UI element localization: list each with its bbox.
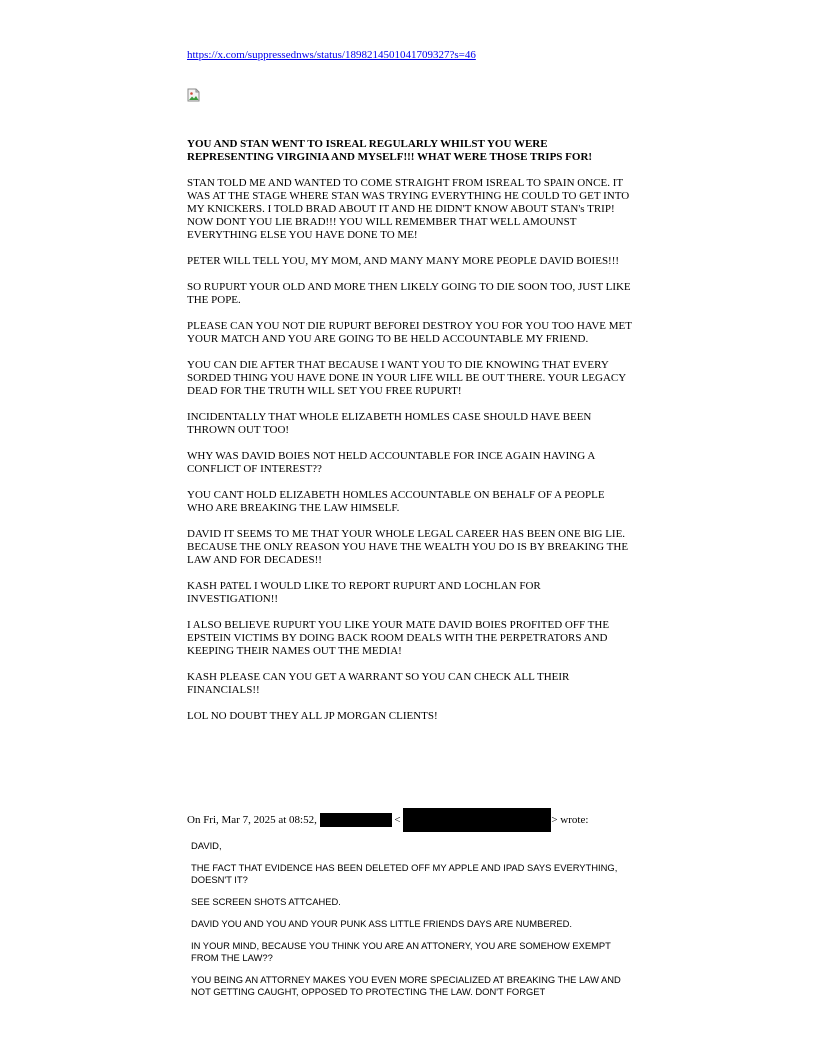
paragraph: PETER WILL TELL YOU, MY MOM, AND MANY MANY MORE PEOPLE DAVID BOIES!!! bbox=[187, 255, 620, 267]
redacted-sender-name bbox=[320, 813, 392, 827]
paragraph: YOU CAN DIE AFTER THAT BECAUSE I WANT YOU TO DIE KNOWING THAT EVERY SORDED THING YOU HAVE DONE IN YOUR LIFE WILL BE OUT THERE. YOUR LEGACY DEAD FOR THE TRUTH WILL SET YOU FREE RUPURT! bbox=[187, 359, 626, 397]
paragraph: PLEASE CAN YOU NOT DIE RUPURT BEFOREI DESTROY YOU FOR YOU TOO HAVE MET YOUR MATCH AND YOU ARE GOING TO BE HELD ACCOUNTABLE MY FRIEND. bbox=[187, 320, 632, 345]
paragraph: INCIDENTALLY THAT WHOLE ELIZABETH HOMLES CASE SHOULD HAVE BEEN THROWN OUT TOO! bbox=[187, 411, 592, 436]
redacted-sender-email bbox=[403, 808, 551, 832]
quoted-paragraph: DAVID, bbox=[191, 840, 222, 851]
quote-attribution bbox=[187, 808, 647, 832]
paragraph: DAVID IT SEEMS TO ME THAT YOUR WHOLE LEGAL CAREER HAS BEEN ONE BIG LIE. BECAUSE THE ONLY REASON YOU HAVE THE WEALTH YOU DO IS BY BREAKING THE LAW AND FOR DECADES!! bbox=[187, 528, 629, 566]
quote-wrote: > wrote: bbox=[551, 814, 589, 826]
paragraph: YOU CANT HOLD ELIZABETH HOMLES ACCOUNTABLE ON BEHALF OF A PEOPLE WHO ARE BREAKING THE LAW HIMSELF. bbox=[187, 489, 605, 514]
paragraph: LOL NO DOUBT THEY ALL JP MORGAN CLIENTS! bbox=[187, 710, 438, 722]
quoted-paragraph: DAVID YOU AND YOU AND YOUR PUNK ASS LITTLE FRIENDS DAYS ARE NUMBERED. bbox=[191, 918, 572, 929]
paragraph: WHY WAS DAVID BOIES NOT HELD ACCOUNTABLE FOR INCE AGAIN HAVING A CONFLICT OF INTEREST?? bbox=[187, 450, 595, 475]
paragraph: I ALSO BELIEVE RUPURT YOU LIKE YOUR MATE DAVID BOIES PROFITED OFF THE EPSTEIN VICTIMS BY DOING BACK ROOM DEALS WITH THE PERPETRATORS AND KEEPING THEIR NAMES OUT THE MEDIA! bbox=[187, 619, 610, 657]
broken-image-icon bbox=[187, 88, 200, 102]
quoted-paragraph: THE FACT THAT EVIDENCE HAS BEEN DELETED OFF MY APPLE AND IPAD SAYS EVERYTHING, DOESN'T IT? bbox=[191, 862, 618, 885]
email-body bbox=[187, 48, 632, 723]
quoted-message bbox=[191, 840, 631, 1008]
paragraph: KASH PLEASE CAN YOU GET A WARRANT SO YOU CAN CHECK ALL THEIR FINANCIALS!! bbox=[187, 671, 570, 696]
paragraph: SO RUPURT YOUR OLD AND MORE THEN LIKELY GOING TO DIE SOON TOO, JUST LIKE THE POPE. bbox=[187, 281, 631, 306]
email-open-bracket: < bbox=[394, 814, 401, 826]
headline: YOU AND STAN WENT TO ISREAL REGULARLY WHILST YOU WERE REPRESENTING VIRGINIA AND MYSELF!!! WHAT WERE THOSE TRIPS FOR! bbox=[187, 138, 593, 163]
paragraph: KASH PATEL I WOULD LIKE TO REPORT RUPURT AND LOCHLAN FOR INVESTIGATION!! bbox=[187, 580, 541, 605]
quote-date: On Fri, Mar 7, 2025 at 08:52, bbox=[187, 814, 317, 826]
quoted-paragraph: IN YOUR MIND, BECAUSE YOU THINK YOU ARE AN ATTONERY, YOU ARE SOMEHOW EXEMPT FROM THE LAW?? bbox=[191, 940, 611, 963]
tweet-link[interactable]: https://x.com/suppressednws/status/1898214501041709327?s=46 bbox=[187, 49, 476, 61]
quoted-paragraph: YOU BEING AN ATTORNEY MAKES YOU EVEN MORE SPECIALIZED AT BREAKING THE LAW AND NOT GETTING CAUGHT, OPPOSED TO PROTECTING THE LAW. DON'T FORGET bbox=[191, 974, 621, 997]
paragraph: STAN TOLD ME AND WANTED TO COME STRAIGHT FROM ISREAL TO SPAIN ONCE. IT WAS AT THE STAGE WHERE STAN WAS TRYING EVERYTHING HE COULD TO GET INTO MY KNICKERS. I TOLD BRAD ABOUT IT AND HE DIDN'T KNOW ABOUT STAN's TRIP! NOW DONT YOU LIE BRAD!!! YOU WILL REMEMBER THAT WELL AMOUNST EVERYTHING ELSE YOU HAVE DONE TO ME! bbox=[187, 177, 630, 241]
quoted-paragraph: SEE SCREEN SHOTS ATTCAHED. bbox=[191, 896, 341, 907]
